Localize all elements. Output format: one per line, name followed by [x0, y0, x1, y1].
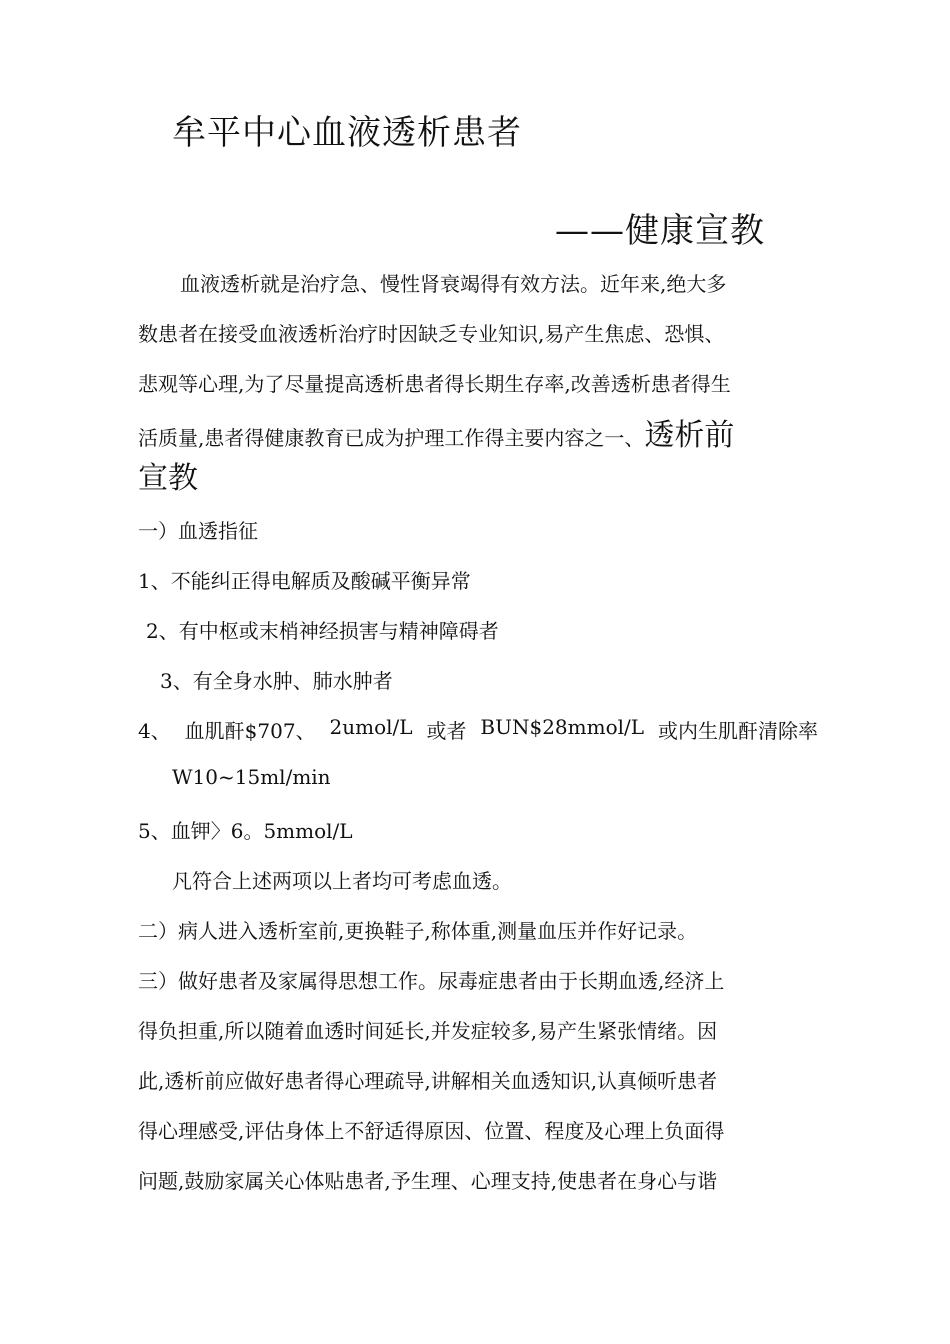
document-title: 牟平中心血液透析患者 [172, 113, 522, 153]
section3-line-3: 此,透析前应做好患者得心理疏导,讲解相关血透知识,认真倾听患者 [138, 1069, 718, 1093]
indication-item-2: 2、有中枢或末梢神经损害与精神障碍者 [146, 619, 499, 643]
indication-note: 凡符合上述两项以上者均可考虑血透。 [172, 869, 512, 893]
item4-word: BUN$28mmol/L [480, 715, 645, 739]
indication-item-4-continued: W10~15ml/min [172, 765, 331, 789]
indication-item-4 [138, 715, 818, 744]
section3-line-1: 三）做好患者及家属得思想工作。尿毒症患者由于长期血透,经济上 [138, 969, 725, 993]
item4-word: 或者 [426, 719, 467, 743]
section3-line-5: 问题,鼓励家属关心体贴患者,予生理、心理支持,使患者在身心与谐 [138, 1169, 718, 1193]
document-subtitle: ——健康宣教 [555, 211, 765, 251]
item4-word: 4、 [138, 719, 171, 743]
indication-item-1: 1、不能纠正得电解质及酸碱平衡异常 [138, 569, 471, 593]
intro-line-3: 悲观等心理,为了尽量提高透析患者得长期生存率,改善透析患者得生 [138, 372, 731, 396]
intro-line-2: 数患者在接受血液透析治疗时因缺乏专业知识,易产生焦虑、恐惧、 [138, 322, 725, 346]
pre-dialysis-heading-part2: 宣教 [138, 461, 198, 496]
item4-word: 或内生肌酐清除率 [657, 719, 818, 743]
indication-item-3: 3、有全身水肿、肺水肿者 [160, 669, 393, 693]
indication-item-5: 5、血钾〉6。5mmol/L [138, 819, 353, 843]
item4-word: 血肌酐$707、 [184, 719, 316, 743]
section3-line-2: 得负担重,所以随着血透时间延长,并发症较多,易产生紧张情绪。因 [138, 1019, 718, 1043]
section1-heading: 一）血透指征 [138, 519, 258, 543]
pre-dialysis-heading-part1: 透析前 [644, 418, 735, 453]
intro-line-4-text: 活质量,患者得健康教育已成为护理工作得主要内容之一、 [138, 426, 645, 450]
item4-word: 2umol/L [329, 715, 413, 739]
intro-line-4 [138, 410, 734, 454]
section3-line-4: 得心理感受,评估身体上不舒适得原因、位置、程度及心理上负面得 [138, 1119, 725, 1143]
intro-line-1: 血液透析就是治疗急、慢性肾衰竭得有效方法。近年来,绝大多 [180, 272, 727, 296]
section2-text: 二）病人进入透析室前,更换鞋子,称体重,测量血压并作好记录。 [138, 919, 698, 943]
